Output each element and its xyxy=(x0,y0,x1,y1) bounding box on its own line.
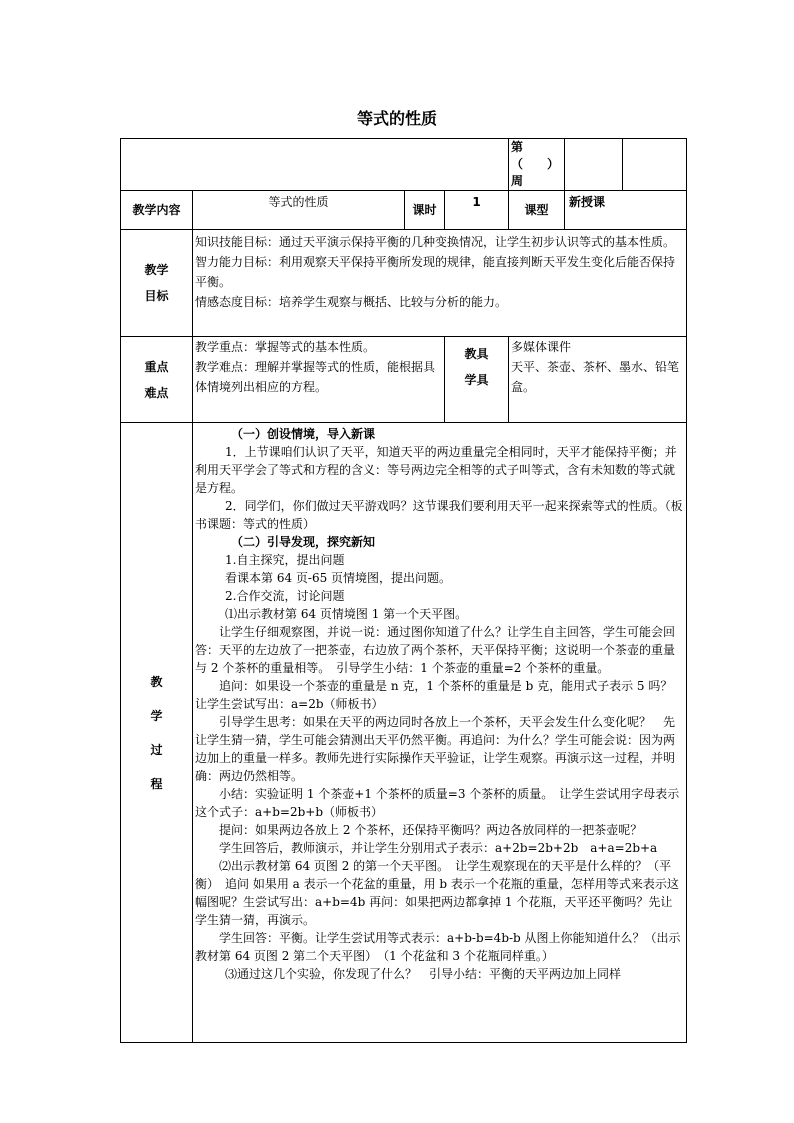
process-paragraph: 提问：如果两边各放上 2 个茶杯，还保持平衡吗？两边各放同样的一把茶壶呢？ xyxy=(219,823,643,837)
tools-label-line1: 教具 xyxy=(464,347,489,361)
blank-cell xyxy=(121,139,509,191)
process-paragraph: ⑵出示教材第 64 页图 2 的第一个天平图。 让学生观察现在的天平是什么样的？（平衡） 追问 如果用 a 表示一个花盆的重量，用 b 表示一个花瓶的重量，怎样用等式来表示这幅图呢？生尝试写出：a+b=4b 再问：如果把两边都拿掉 1 个花瓶，天平还平衡吗？先让学生猜一猜，再演示。 xyxy=(195,859,679,927)
key-point: 教学重点：掌握等式的基本性质。 xyxy=(195,340,376,354)
process-paragraph: 2.合作交流，讨论问题 xyxy=(225,589,345,603)
lesson-plan-table xyxy=(120,138,687,1043)
process-label-char: 教 xyxy=(150,674,163,689)
process-paragraph: 学生回答后，教师演示，并让学生分别用式子表示：a+2b=2b+2b a+a=2b+a xyxy=(219,841,658,855)
process-paragraph: ⑶通过这几个实验，你发现了什么？ 引导小结：平衡的天平两边加上同样 xyxy=(225,967,622,981)
process-content xyxy=(193,423,687,1043)
process-label-char: 程 xyxy=(150,776,163,791)
process-paragraph: ⑴出示教材第 64 页情境图 1 第一个天平图。 xyxy=(225,607,468,621)
week-row xyxy=(121,139,687,191)
tools-line2: 天平、茶壶、茶杯、墨水、铅笔盒。 xyxy=(511,360,680,394)
tools-label-line2: 学具 xyxy=(464,373,489,387)
process-paragraph: 小结：实验证明 1 个茶壶+1 个茶杯的质量=3 个茶杯的质量。 让学生尝试用字母表示这个式子：a+b=2b+b（师板书） xyxy=(195,787,680,819)
process-paragraph: 让学生仔细观察图，并说一说：通过图你知道了什么？让学生自主回答，学生可能会回答：天平的左边放了一把茶壶，右边放了两个茶杯，天平保持平衡；这说明一个茶壶的重量与 2 个茶杯的重量相等。 引导学生小结：1 个茶壶的重量=2 个茶杯的重量。 xyxy=(195,625,676,675)
tools-content xyxy=(509,337,687,423)
keypoints-label-line1: 重点 xyxy=(144,359,169,374)
process-paragraph: 追问：如果设一个茶壶的重量是 n 克，1 个茶杯的重量是 b 克，能用式子表示 5 吗？ 让学生尝试写出：a=2b（师板书） xyxy=(195,679,685,711)
tools-line1: 多媒体课件 xyxy=(511,340,572,354)
content-value: 等式的性质 xyxy=(193,191,405,230)
objective-knowledge: 知识技能目标：通过天平演示保持平衡的几种变换情况，让学生初步认识等式的基本性质。 xyxy=(195,235,676,249)
blank-cell xyxy=(565,139,623,191)
objectives-content xyxy=(193,230,687,337)
page-title: 等式的性质 xyxy=(356,109,437,128)
process-paragraph: 引导学生思考：如果在天平的两边同时各放上一个茶杯，天平会发生什么变化呢？ 先让学生猜一猜，学生可能会猜测出天平仍然平衡。再追问：为什么？学生可能会说：因为两边加上的重量一样多。教师先进行实际操作天平验证，让学生观察。再演示这一过程，并明确：两边仍然相等。 xyxy=(195,715,676,783)
type-value: 新授课 xyxy=(565,191,687,230)
hours-label: 课时 xyxy=(405,191,445,230)
process-paragraph: 2．同学们，你们做过天平游戏吗？这节课我们要利用天平一起来探索等式的性质。（板书课题：等式的性质） xyxy=(195,499,683,531)
process-label-char: 过 xyxy=(150,742,163,757)
keypoints-label xyxy=(121,337,193,423)
blank-cell xyxy=(623,139,687,191)
difficulty-point: 教学难点：理解并掌握等式的性质，能根据具体情境列出相应的方程。 xyxy=(195,360,436,394)
process-section-heading: （一）创设情境，导入新课 xyxy=(231,427,376,441)
keypoints-label-line2: 难点 xyxy=(144,385,169,400)
objectives-label-line2: 目标 xyxy=(144,289,169,303)
process-paragraph: 学生回答：平衡。让学生尝试用等式表示：a+b-b=4b-b 从图上你能知道什么？（出示教材第 64 页图 2 第二个天平图） （1 个花盆和 3 个花瓶同样重。） xyxy=(195,931,681,963)
objectives-label-line1: 教学 xyxy=(144,263,169,277)
process-label-char: 学 xyxy=(150,708,163,723)
content-row xyxy=(121,191,687,230)
keypoints-content xyxy=(193,337,445,423)
process-paragraph: 1．上节课咱们认识了天平，知道天平的两边重量完全相同时，天平才能保持平衡；并利用天平学会了等式和方程的含义：等号两边完全相等的式子叫等式，含有未知数的等式就是方程。 xyxy=(195,445,677,495)
hours-value: 1 xyxy=(445,191,509,230)
type-label: 课型 xyxy=(509,191,565,230)
process-paragraph: 1.自主探究，提出问题 xyxy=(225,553,345,567)
process-section-heading: （二）引导发现，探究新知 xyxy=(231,535,376,549)
process-label xyxy=(121,423,193,1043)
process-row xyxy=(121,423,687,1043)
objectives-label xyxy=(121,230,193,337)
keypoints-row xyxy=(121,337,687,423)
objectives-row xyxy=(121,230,687,337)
objective-attitude: 情感态度目标：培养学生观察与概括、比较与分析的能力。 xyxy=(195,295,508,309)
week-label: 第（ ）周 xyxy=(509,139,565,191)
tools-label xyxy=(445,337,509,423)
content-label: 教学内容 xyxy=(121,191,193,230)
objective-ability: 智力能力目标：利用观察天平保持平衡所发现的规律，能直接判断天平发生变化后能否保持平衡。 xyxy=(195,255,676,289)
process-paragraph: 看课本第 64 页-65 页情境图，提出问题。 xyxy=(225,571,452,585)
